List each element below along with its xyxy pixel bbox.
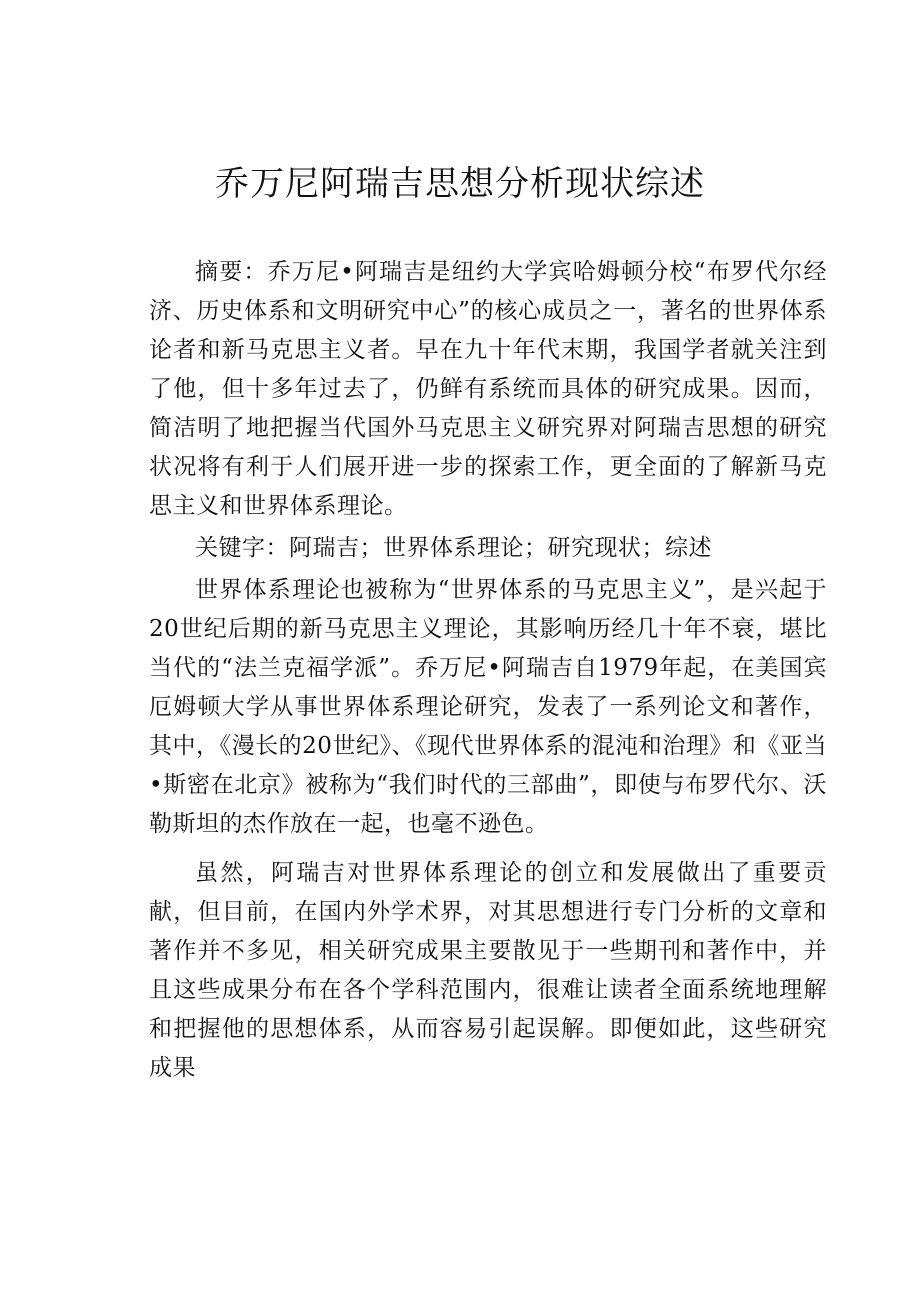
body-paragraph-2: 虽然，阿瑞吉对世界体系理论的创立和发展做出了重要贡献，但目前，在国内外学术界，对其思想进行专门分析的文章和著作并不多见，相关研究成果主要散见于一些期刊和著作中，并且这些成果分布在各个学科范围内，很难让读者全面系统地理解和把握他的思想体系，从而容易引起误解。即便如此，这些研究成果: [149, 860, 827, 1081]
document-title: 乔万尼阿瑞吉思想分析现状综述: [215, 164, 705, 204]
body-paragraph-1: 世界体系理论也被称为“世界体系的马克思主义”，是兴起于20世纪后期的新马克思主义理论，其影响历经几十年不衰，堪比当代的“法兰克福学派”。乔万尼•阿瑞吉自1979年起，在美国宾厄姆顿大学从事世界体系理论研究，发表了一系列论文和著作，其中，《漫长的20世纪》、《现代世界体系的混沌和治理》和《亚当•斯密在北京》被称为“我们时代的三部曲”，即使与布罗代尔、沃勒斯坦的杰作放在一起，也毫不逊色。: [149, 577, 827, 837]
document-body: [149, 253, 827, 1088]
abstract-paragraph: 摘要：乔万尼•阿瑞吉是纽约大学宾哈姆顿分校“布罗代尔经济、历史体系和文明研究中心”的核心成员之一，著名的世界体系论者和新马克思主义者。早在九十年代末期，我国学者就关注到了他，但十多年过去了，仍鲜有系统而具体的研究成果。因而，简洁明了地把握当代国外马克思主义研究界对阿瑞吉思想的研究状况将有利于人们展开进一步的探索工作，更全面的了解新马克思主义和世界体系理论。: [149, 259, 827, 519]
keywords-paragraph: 关键字：阿瑞吉；世界体系理论；研究现状；综述: [195, 535, 712, 561]
